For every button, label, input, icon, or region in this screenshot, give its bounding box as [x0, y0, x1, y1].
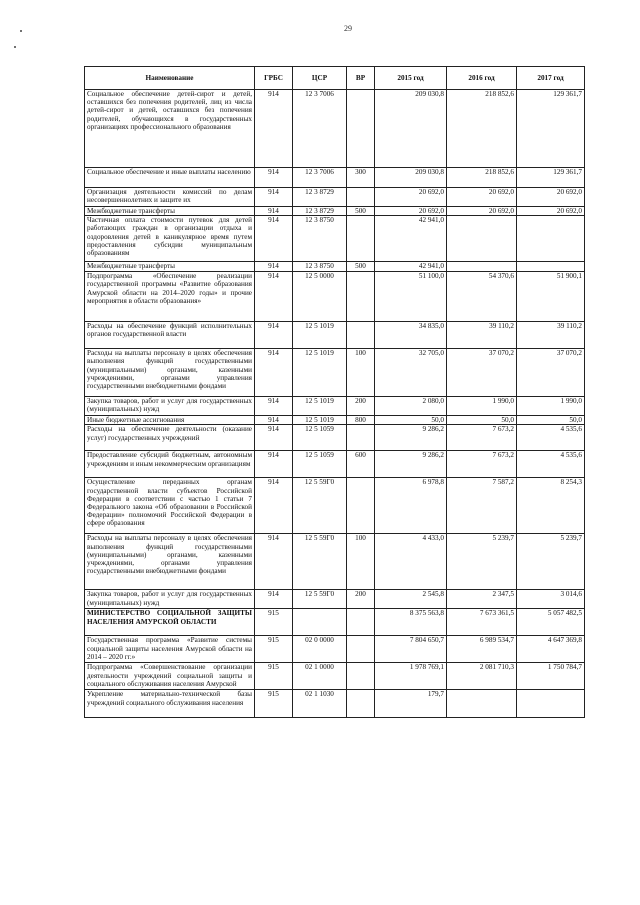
- column-header-name: Наименование: [85, 67, 255, 90]
- cell-2016: 20 692,0: [447, 207, 517, 216]
- cell-grbs: 914: [255, 168, 293, 188]
- cell-csr: [293, 609, 347, 636]
- cell-grbs: 914: [255, 272, 293, 322]
- cell-name: Частичная оплата стоимости путевок для детей работающих граждан в организации отдыха и оздоровления детей в каникулярное время путем предоставления субсидии муниципальным образованиям: [85, 216, 255, 262]
- cell-2015: 9 286,2: [375, 425, 447, 451]
- cell-2016: 7 673,2: [447, 451, 517, 478]
- cell-grbs: 915: [255, 690, 293, 718]
- cell-vr: 100: [347, 349, 375, 397]
- cell-vr: [347, 478, 375, 534]
- cell-2015: 32 705,0: [375, 349, 447, 397]
- cell-2015: 1 978 769,1: [375, 663, 447, 690]
- table-row: [85, 416, 585, 425]
- cell-vr: [347, 609, 375, 636]
- cell-2016: 39 110,2: [447, 322, 517, 349]
- table-row: [85, 349, 585, 397]
- table-row: [85, 262, 585, 272]
- cell-2017: 4 535,6: [517, 451, 585, 478]
- cell-csr: 12 3 8729: [293, 207, 347, 216]
- cell-name: Осуществление переданных органам государственной власти субъектов Российской Федерации в соответствии с частью 1 статьи 7 Федерального закона «Об образовании в Российской Федерации» полномочий Российской Федерации в сфере образования: [85, 478, 255, 534]
- table-row: [85, 451, 585, 478]
- cell-name: Предоставление субсидий бюджетным, автономным учреждениям и иным некоммерческим организациям: [85, 451, 255, 478]
- table-row: [85, 425, 585, 451]
- column-header-2017: 2017 год: [517, 67, 585, 90]
- cell-2017: 129 361,7: [517, 168, 585, 188]
- table-row: [85, 168, 585, 188]
- cell-2016: [447, 216, 517, 262]
- cell-grbs: 914: [255, 397, 293, 416]
- cell-grbs: 914: [255, 216, 293, 262]
- column-header-2016: 2016 год: [447, 67, 517, 90]
- table-row: [85, 690, 585, 718]
- cell-grbs: 914: [255, 425, 293, 451]
- cell-2016: [447, 262, 517, 272]
- cell-vr: [347, 322, 375, 349]
- cell-2016: 7 587,2: [447, 478, 517, 534]
- cell-csr: 12 5 1019: [293, 397, 347, 416]
- cell-grbs: 914: [255, 188, 293, 207]
- cell-vr: 500: [347, 262, 375, 272]
- cell-2016: 20 692,0: [447, 188, 517, 207]
- cell-2017: 20 692,0: [517, 207, 585, 216]
- table-row: [85, 90, 585, 168]
- scan-speck: [14, 46, 16, 48]
- cell-2017: 5 239,7: [517, 534, 585, 590]
- cell-2015: 7 804 650,7: [375, 636, 447, 663]
- cell-vr: 800: [347, 416, 375, 425]
- table-row: [85, 534, 585, 590]
- table-row: [85, 216, 585, 262]
- cell-grbs: 914: [255, 90, 293, 168]
- cell-grbs: 915: [255, 663, 293, 690]
- cell-name: Социальное обеспечение детей-сирот и детей, оставшихся без попечения родителей, лиц из числа детей-сирот и детей, оставшихся без попечения родителей, обучающихся в государственных организациях профессионального образования: [85, 90, 255, 168]
- column-header-csr: ЦСР: [293, 67, 347, 90]
- cell-name: Подпрограмма «Совершенствование организации деятельности учреждений социальной защиты и социального обслуживания населения Амурской: [85, 663, 255, 690]
- cell-grbs: 914: [255, 416, 293, 425]
- cell-vr: 300: [347, 168, 375, 188]
- cell-name: Подпрограмма «Обеспечение реализации государственной программы «Развитие образования Амурской области на 2014–2020 годы» и прочие мероприятия в области образования»: [85, 272, 255, 322]
- cell-csr: 12 3 7006: [293, 168, 347, 188]
- cell-2015: 42 941,0: [375, 216, 447, 262]
- page-number: 29: [344, 24, 352, 33]
- cell-2015: 34 835,0: [375, 322, 447, 349]
- cell-2017: [517, 262, 585, 272]
- cell-2017: 1 750 784,7: [517, 663, 585, 690]
- cell-grbs: 914: [255, 534, 293, 590]
- cell-2017: 1 990,0: [517, 397, 585, 416]
- cell-csr: 12 5 1059: [293, 451, 347, 478]
- cell-grbs: 914: [255, 451, 293, 478]
- table-row: [85, 188, 585, 207]
- cell-2015: 6 978,8: [375, 478, 447, 534]
- cell-2015: 50,0: [375, 416, 447, 425]
- cell-vr: [347, 690, 375, 718]
- cell-2017: 4 535,6: [517, 425, 585, 451]
- cell-vr: 200: [347, 590, 375, 609]
- table-row: [85, 609, 585, 636]
- cell-grbs: 914: [255, 207, 293, 216]
- cell-2016: 7 673,2: [447, 425, 517, 451]
- cell-2016: 37 070,2: [447, 349, 517, 397]
- cell-csr: 12 5 1059: [293, 425, 347, 451]
- cell-name: Расходы на обеспечение деятельности (оказание услуг) государственных учреждений: [85, 425, 255, 451]
- cell-2017: 50,0: [517, 416, 585, 425]
- cell-csr: 12 3 8729: [293, 188, 347, 207]
- cell-grbs: 914: [255, 262, 293, 272]
- cell-name: Социальное обеспечение и иные выплаты населению: [85, 168, 255, 188]
- cell-name: Укрепление материально-технической базы учреждений социального обслуживания населения: [85, 690, 255, 718]
- cell-csr: 02 0 0000: [293, 636, 347, 663]
- table-row: [85, 663, 585, 690]
- cell-2017: 39 110,2: [517, 322, 585, 349]
- cell-2017: 129 361,7: [517, 90, 585, 168]
- column-header-2015: 2015 год: [375, 67, 447, 90]
- cell-2016: 2 081 710,3: [447, 663, 517, 690]
- cell-2015: 2 545,8: [375, 590, 447, 609]
- table-row: [85, 397, 585, 416]
- cell-2016: [447, 690, 517, 718]
- cell-2016: 1 990,0: [447, 397, 517, 416]
- cell-vr: [347, 272, 375, 322]
- column-header-grbs: ГРБС: [255, 67, 293, 90]
- cell-name: Межбюджетные трансферты: [85, 207, 255, 216]
- cell-2015: 179,7: [375, 690, 447, 718]
- cell-csr: 12 5 1019: [293, 349, 347, 397]
- cell-2016: 7 673 361,5: [447, 609, 517, 636]
- cell-2017: 51 900,1: [517, 272, 585, 322]
- cell-2015: 209 030,8: [375, 90, 447, 168]
- budget-table: [84, 66, 585, 718]
- cell-2015: 20 692,0: [375, 207, 447, 216]
- cell-name: МИНИСТЕРСТВО СОЦИАЛЬНОЙ ЗАЩИТЫ НАСЕЛЕНИЯ АМУРСКОЙ ОБЛАСТИ: [85, 609, 255, 636]
- cell-csr: 12 5 1019: [293, 322, 347, 349]
- cell-2016: 2 347,5: [447, 590, 517, 609]
- cell-2015: 2 080,0: [375, 397, 447, 416]
- cell-csr: 02 1 1030: [293, 690, 347, 718]
- cell-grbs: 914: [255, 322, 293, 349]
- cell-2016: 218 852,6: [447, 90, 517, 168]
- cell-vr: [347, 188, 375, 207]
- cell-2016: 54 370,6: [447, 272, 517, 322]
- cell-2016: 6 989 534,7: [447, 636, 517, 663]
- cell-name: Расходы на обеспечение функций исполнительных органов государственной власти: [85, 322, 255, 349]
- cell-vr: [347, 663, 375, 690]
- cell-csr: 12 5 59Г0: [293, 590, 347, 609]
- cell-2015: 209 030,8: [375, 168, 447, 188]
- cell-vr: [347, 216, 375, 262]
- cell-2015: 9 286,2: [375, 451, 447, 478]
- table-row: [85, 207, 585, 216]
- cell-2015: 4 433,0: [375, 534, 447, 590]
- cell-vr: [347, 90, 375, 168]
- cell-name: Иные бюджетные ассигнования: [85, 416, 255, 425]
- cell-name: Межбюджетные трансферты: [85, 262, 255, 272]
- cell-vr: 200: [347, 397, 375, 416]
- cell-2017: 37 070,2: [517, 349, 585, 397]
- cell-2017: 8 254,3: [517, 478, 585, 534]
- cell-2017: [517, 216, 585, 262]
- cell-vr: 500: [347, 207, 375, 216]
- cell-csr: 12 5 59Г0: [293, 534, 347, 590]
- cell-2015: 42 941,0: [375, 262, 447, 272]
- cell-csr: 12 5 59Г0: [293, 478, 347, 534]
- cell-name: Расходы на выплаты персоналу в целях обеспечения выполнения функций государственными (муниципальными) органами, казенными учреждениями, органами управления государственными внебюджетными фондами: [85, 349, 255, 397]
- table-row: [85, 322, 585, 349]
- cell-csr: 12 5 1019: [293, 416, 347, 425]
- cell-2017: 20 692,0: [517, 188, 585, 207]
- cell-2015: 51 100,0: [375, 272, 447, 322]
- cell-csr: 12 3 7006: [293, 90, 347, 168]
- cell-vr: 600: [347, 451, 375, 478]
- cell-grbs: 914: [255, 349, 293, 397]
- scan-speck: [20, 30, 22, 32]
- cell-vr: [347, 636, 375, 663]
- cell-2016: 218 852,6: [447, 168, 517, 188]
- cell-csr: 02 1 0000: [293, 663, 347, 690]
- cell-grbs: 914: [255, 478, 293, 534]
- table-header-row: [85, 67, 585, 90]
- cell-vr: 100: [347, 534, 375, 590]
- cell-grbs: 915: [255, 609, 293, 636]
- table-row: [85, 272, 585, 322]
- cell-2017: [517, 690, 585, 718]
- cell-2017: 4 647 369,8: [517, 636, 585, 663]
- table-row: [85, 590, 585, 609]
- column-header-vr: ВР: [347, 67, 375, 90]
- cell-grbs: 915: [255, 636, 293, 663]
- cell-name: Государственная программа «Развитие системы социальной защиты населения Амурской области на 2014 – 2020 гг.»: [85, 636, 255, 663]
- table-row: [85, 636, 585, 663]
- cell-csr: 12 3 8750: [293, 262, 347, 272]
- cell-name: Расходы на выплаты персоналу в целях обеспечения выполнения функций государственными (муниципальными) органами, казенными учреждениями, органами управления государственными внебюджетными фондами: [85, 534, 255, 590]
- cell-name: Закупка товаров, работ и услуг для государственных (муниципальных) нужд: [85, 397, 255, 416]
- table-row: [85, 478, 585, 534]
- cell-csr: 12 5 0000: [293, 272, 347, 322]
- cell-vr: [347, 425, 375, 451]
- cell-name: Закупка товаров, работ и услуг для государственных (муниципальных) нужд: [85, 590, 255, 609]
- cell-2016: 50,0: [447, 416, 517, 425]
- cell-2016: 5 239,7: [447, 534, 517, 590]
- cell-csr: 12 3 8750: [293, 216, 347, 262]
- cell-name: Организация деятельности комиссий по делам несовершеннолетних и защите их: [85, 188, 255, 207]
- cell-grbs: 914: [255, 590, 293, 609]
- cell-2017: 5 057 482,5: [517, 609, 585, 636]
- cell-2015: 20 692,0: [375, 188, 447, 207]
- cell-2015: 8 375 563,8: [375, 609, 447, 636]
- cell-2017: 3 014,6: [517, 590, 585, 609]
